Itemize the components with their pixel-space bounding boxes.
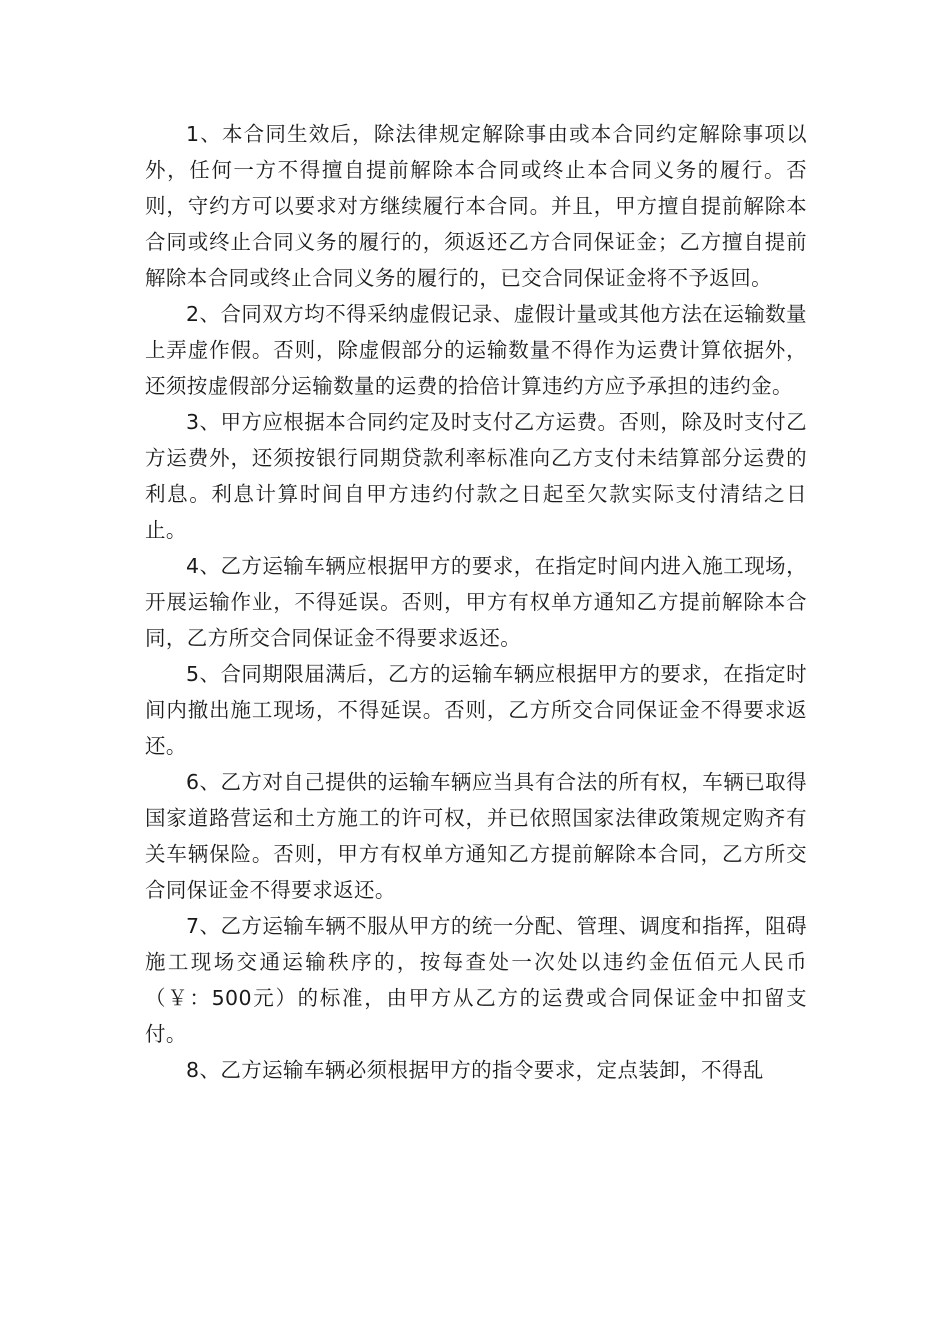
clause-5: 5、合同期限届满后，乙方的运输车辆应根据甲方的要求，在指定时间内撤出施工现场，不得延误。否则，乙方所交合同保证金不得要求返还。 xyxy=(145,662,807,758)
clause-4: 4、乙方运输车辆应根据甲方的要求，在指定时间内进入施工现场，开展运输作业，不得延误。否则，甲方有权单方通知乙方提前解除本合同，乙方所交合同保证金不得要求返还。 xyxy=(145,554,807,650)
clause-3: 3、甲方应根据本合同约定及时支付乙方运费。否则，除及时支付乙方运费外，还须按银行同期贷款利率标准向乙方支付未结算部分运费的利息。利息计算时间自甲方违约付款之日起至欠款实际支付清结之日止。 xyxy=(145,410,807,542)
clause-1: 1、本合同生效后，除法律规定解除事由或本合同约定解除事项以外，任何一方不得擅自提前解除本合同或终止本合同义务的履行。否则，守约方可以要求对方继续履行本合同。并且，甲方擅自提前解除本合同或终止合同义务的履行的，须返还乙方合同保证金；乙方擅自提前解除本合同或终止合同义务的履行的，已交合同保证金将不予返回。 xyxy=(145,122,807,290)
clause-2: 2、合同双方均不得采纳虚假记录、虚假计量或其他方法在运输数量上弄虚作假。否则，除虚假部分的运输数量不得作为运费计算依据外，还须按虚假部分运输数量的运费的拾倍计算违约方应予承担的违约金。 xyxy=(145,302,807,398)
document-body xyxy=(145,116,807,1088)
clause-7: 7、乙方运输车辆不服从甲方的统一分配、管理、调度和指挥，阻碍施工现场交通运输秩序的，按每查处一次处以违约金伍佰元人民币（￥：500元）的标准，由甲方从乙方的运费或合同保证金中扣留支付。 xyxy=(145,914,807,1046)
clause-8: 8、乙方运输车辆必须根据甲方的指令要求，定点装卸，不得乱 xyxy=(186,1058,764,1082)
clause-6: 6、乙方对自己提供的运输车辆应当具有合法的所有权，车辆已取得国家道路营运和土方施工的许可权，并已依照国家法律政策规定购齐有关车辆保险。否则，甲方有权单方通知乙方提前解除本合同，乙方所交合同保证金不得要求返还。 xyxy=(145,770,807,902)
